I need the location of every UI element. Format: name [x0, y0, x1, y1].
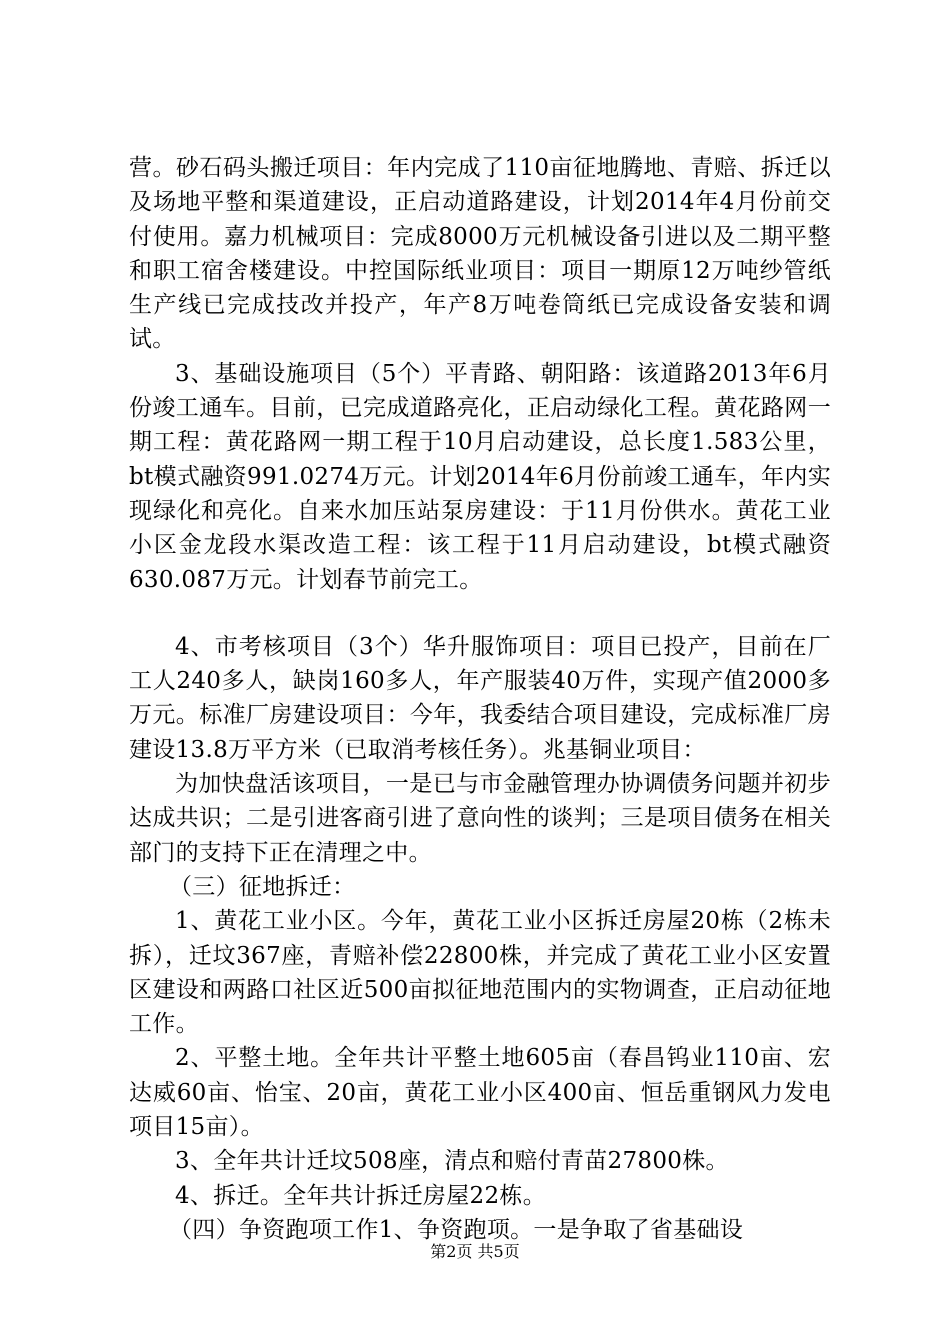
- paragraph-grave-relocation: 3、全年共计迁坟508座，清点和赔付青苗27800株。: [175, 1148, 729, 1175]
- paragraph-infrastructure-projects: 3、基础设施项目（5个）平青路、朝阳路：该道路2013年6月份竣工通车。目前，已完成道路亮化，正启动绿化工程。黄花路网一期工程：黄花路网一期工程于10月启动建设，总长度1.583公里，bt模式融资991.0274万元。计划2014年6月份前竣工通车，年内实现绿化和亮化。自来水加压站泵房建设：于11月份供水。黄花工业小区金龙段水渠改造工程：该工程于11月启动建设，bt模式融资630.087万元。计划春节前完工。: [129, 360, 831, 593]
- section-heading-funding: （四）争资跑项工作1、争资跑项。一是争取了省基础设: [169, 1216, 744, 1243]
- document-body: [129, 151, 831, 1247]
- page-number-footer: 第2页 共5页: [430, 1242, 520, 1261]
- paragraph-zhaoji-copper: 为加快盘活该项目，一是已与市金融管理办协调债务问题并初步达成共识；二是引进客商引进了意向性的谈判；三是项目债务在相关部门的支持下正在清理之中。: [129, 771, 831, 866]
- paragraph-land-leveling: 2、平整土地。全年共计平整土地605亩（春昌钨业110亩、宏达威60亩、怡宝、20亩，黄花工业小区400亩、恒岳重钢风力发电项目15亩）。: [129, 1045, 831, 1141]
- paragraph-project-continuation: 营。砂石码头搬迁项目：年内完成了110亩征地腾地、青赔、拆迁以及场地平整和渠道建设，正启动道路建设，计划2014年4月份前交付使用。嘉力机械项目：完成8000万元机械设备引进以及二期平整和职工宿舍楼建设。中控国际纸业项目：项目一期原12万吨纱管纸生产线已完成技改并投产，年产8万吨卷筒纸已完成设备安装和调试。: [129, 155, 831, 353]
- section-heading-land-acquisition: （三）征地拆迁：: [169, 873, 356, 900]
- paragraph-huanghua-industrial-zone: 1、黄花工业小区。今年，黄花工业小区拆迁房屋20栋（2栋未拆），迁坟367座，青赔补偿22800株，并完成了黄花工业小区安置区建设和两路口社区近500亩拟征地范围内的实物调查，正启动征地工作。: [129, 908, 831, 1038]
- paragraph-city-assessment-projects: 4、市考核项目（3个）华升服饰项目：项目已投产，目前在厂工人240多人，缺岗160多人，年产服装40万件，实现产值2000多万元。标准厂房建设项目：今年，我委结合项目建设，完成标准厂房建设13.8万平方米（已取消考核任务）。兆基铜业项目：: [129, 633, 831, 763]
- paragraph-demolition: 4、拆迁。全年共计拆迁房屋22栋。: [175, 1182, 546, 1209]
